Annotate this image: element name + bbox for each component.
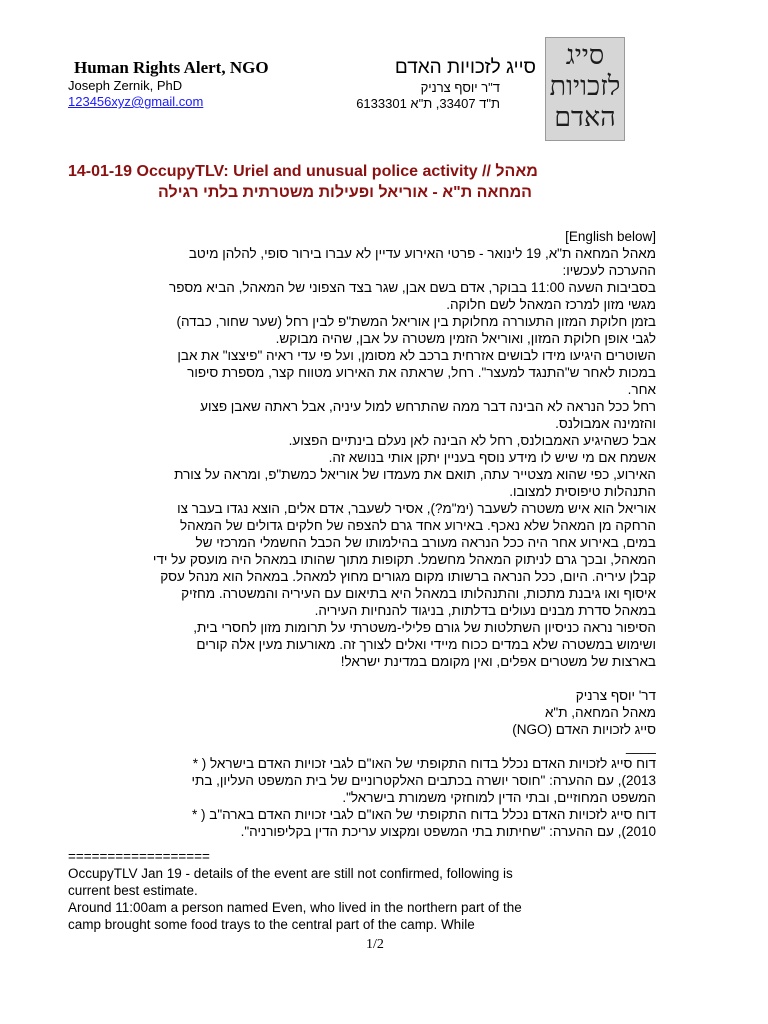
- org-logo: [545, 37, 625, 141]
- text-line: האירוע, כפי שהוא מצטייר עתה, תואם את מעמדו של אוריאל כמשת"פ, ומראה על צורת: [174, 467, 656, 482]
- text-line: דר' יוסף צרניק: [575, 688, 656, 703]
- org-name-english: Human Rights Alert, NGO: [74, 58, 269, 77]
- text-line: סייג לזכויות האדם (NGO): [512, 722, 656, 737]
- author-name-english: Joseph Zernik, PhD: [68, 78, 183, 93]
- text-line: המאהל, ובכך גרם לניתוק המאהל מחשמל. תקופות מתוך שהותו במאהל היה מועסק על ידי: [152, 552, 656, 567]
- text-line: רחל ככל הנראה לא הבינה דבר ממה שהתרחש למול עיניה, אבל ראתה שאבן פצוע: [200, 399, 656, 414]
- text-line: התנהלות טיפוסית למצובו.: [509, 484, 656, 499]
- text-line: current best estimate.: [68, 883, 198, 898]
- text-line: קבלן עיריה. היום, ככל הנראה ברשותו מקום מגורים מחוץ למאהל. במאהל הוא מנהל עסק: [160, 569, 656, 584]
- text-line: אוריאל הוא איש משטרה לשעבר (ימ"מ?), אסיר לשעבר, אדם אלים, הוצא נגדו בעבר צו: [177, 501, 656, 516]
- text-line: ____: [625, 739, 656, 754]
- text-line: השוטרים היגיעו מידו לבושים אזרחית ברכב לא מסומן, ועל פי עדי ראיה "פיצצו" את אבן: [177, 348, 656, 363]
- text-line: ==================: [68, 849, 210, 864]
- text-line: [96, 670, 656, 687]
- text-line: במכות לאחר ש"התנגד למעצר". רחל, שראתה את האירוע מטווח קצר, מספרת סיפור: [187, 365, 656, 380]
- org-name-hebrew: סייג לזכויות האדם: [394, 57, 536, 78]
- logo-line: לזכויות: [549, 71, 621, 102]
- title-line-1: 14-01-19 OccupyTLV: Uriel and unusual police activity // מאהל: [68, 163, 538, 180]
- text-line: מאהל המחאה ת"א, 19 לינואר - פרטי האירוע עדיין לא עברו בירור סופי, להלהן מיטב: [188, 246, 656, 261]
- title-line-2: המחאה ת"א - אוריאל ופעילות משטרתית בלתי רגילה: [158, 184, 532, 201]
- text-line: אבל כשהיגיע האמבולנס, רחל לא הבינה לאן נעלם בינתיים הפצוע.: [288, 433, 656, 448]
- text-line: 2013), עם ההערה: "חוסר יושרה בכתבים האלקטרוניים של בית המשפט העליון, בתי: [191, 773, 656, 788]
- text-line: בזמן חלוקת המזון התעוררה מחלוקת בין אוריאל המשת"פ לבין רחל (שער שחור, כבדה): [176, 314, 656, 329]
- text-line: בסביבות השעה 11:00 בבוקר, אדם בשם אבן, שגר בצד הצפוני של המאהל, הביא מספר: [169, 280, 656, 295]
- text-line: בארצות של משטרים אפלים, ואין מקומם במדינת ישראל!: [340, 654, 656, 669]
- text-line: הרחקה מן המאהל שלא נאכף. באירוע אחד גרם להצפה של חלקים גדולים של המאהל: [179, 518, 656, 533]
- english-body: [68, 848, 668, 933]
- text-line: במאהל סדרת מבנים נעולים בדלתות, בניגוד להנחיות העיריה.: [314, 603, 656, 618]
- text-line: והזמינה אמבולנס.: [555, 416, 656, 431]
- text-line: לגבי אופן חלוקת המזון, ואוריאל הזמין משטרה על אבן, שהיה מבוקש.: [275, 331, 656, 346]
- email-link[interactable]: 123456xyz@gmail.com: [68, 94, 204, 109]
- text-line: מאהל המחאה, ת"א: [544, 705, 656, 720]
- text-line: המשפט המחוזיים, ובתי הדין למוחזקי משמורת בישראל".: [342, 790, 656, 805]
- logo-line: סייג: [565, 40, 605, 71]
- text-line: OccupyTLV Jan 19 - details of the event are still not confirmed, following is: [68, 866, 513, 881]
- text-line: דוח סייג לזכויות האדם נכלל בדוח התקופתי של האו"ם לגבי זכויות האדם בישראל ( *: [192, 756, 656, 771]
- text-line: ושימוש במשטרה שלא במדים ככוח מיידי ואלים לצורך זה. מאורעות מעין אלה קורים: [196, 637, 656, 652]
- text-line: איסוף ואו גיבנת מתכות, והתנהלותו במאהל היא בתיאום עם העיריה והמשטרה. מחזיק: [181, 586, 656, 601]
- author-name-hebrew: ד"ר יוסף צרניק: [420, 80, 500, 95]
- text-line: Around 11:00am a person named Even, who lived in the northern part of the: [68, 900, 522, 915]
- address-hebrew: ת"ד 33407, ת"א 6133301: [356, 96, 500, 111]
- text-line: הסיפור נראה כניסיון השתלטות של גורם פלילי-משטרתי על תרומות מזון לחסרי בית,: [193, 620, 656, 635]
- text-line: מגשי מזון למרכז המאהל לשם חלוקה.: [446, 297, 656, 312]
- text-line: אחר.: [627, 382, 656, 397]
- text-line: ההערכה לעכשיו:: [562, 263, 656, 278]
- text-line: במים, באירוע אחר היה ככל הנראה מעורב בהילמותו של הכבל החשמלי המרכזי של: [195, 535, 656, 550]
- text-line: דוח סייג לזכויות האדם נכלל בדוח התקופתי של האו"ם לגבי זכויות האדם בארה"ב ( *: [192, 807, 656, 822]
- text-line: אשמח אם מי שיש לו מידע נוסף בעניין יתקן אותי בנושא זה.: [328, 450, 656, 465]
- text-line: [English below]: [565, 229, 656, 244]
- text-line: 2010), עם ההערה: "שחיתות בתי המשפט ומקצוע עריכת הדין בקליפורניה".: [240, 824, 656, 839]
- logo-lettering: [546, 40, 624, 133]
- text-line: camp brought some food trays to the central part of the camp. While: [68, 917, 475, 932]
- page-number: 1/2: [366, 937, 384, 952]
- hebrew-body: [96, 228, 656, 840]
- logo-line: האדם: [554, 102, 616, 133]
